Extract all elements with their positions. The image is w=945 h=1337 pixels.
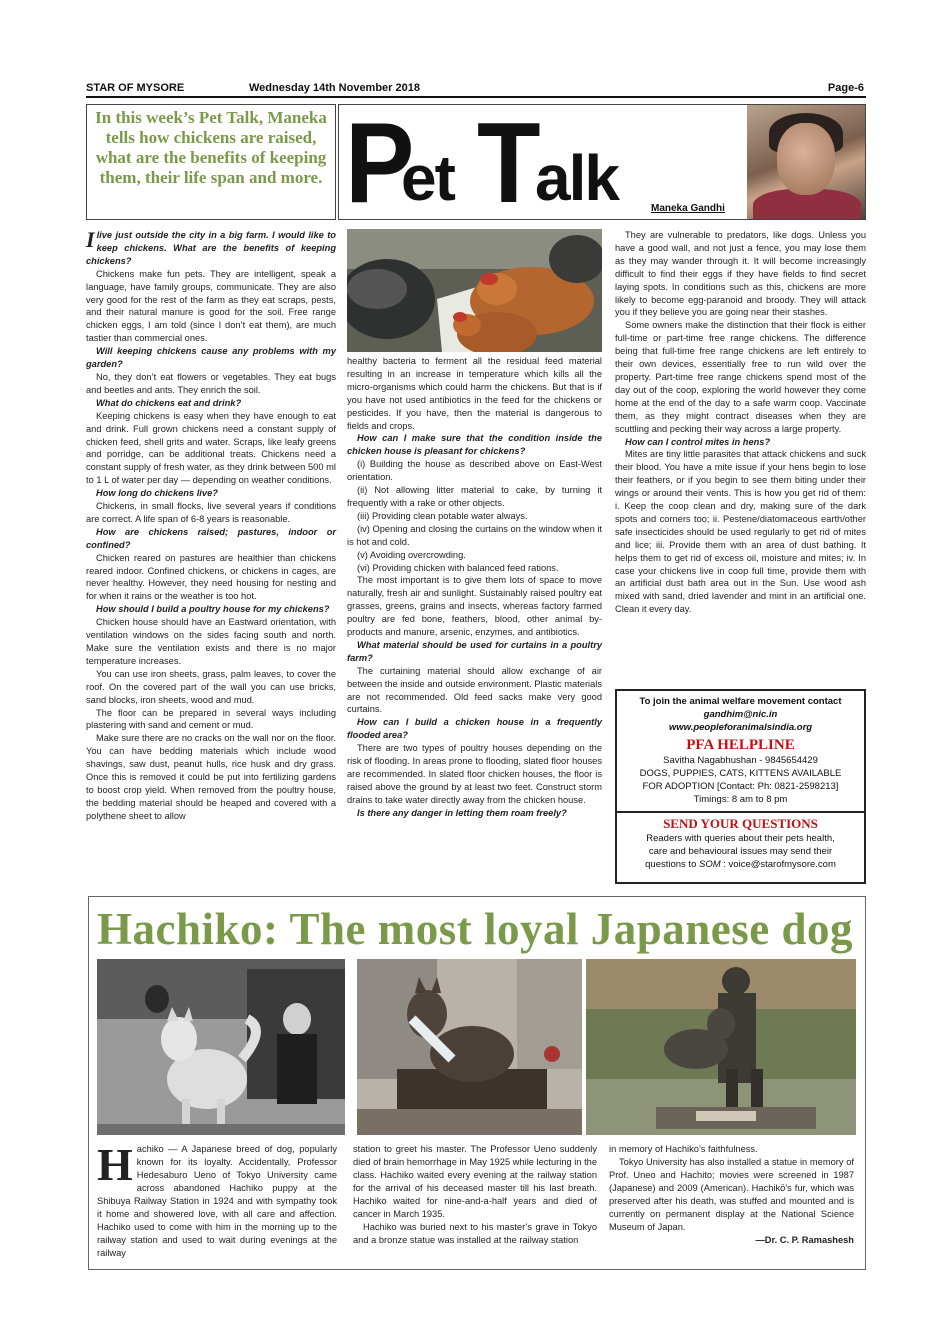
paragraph-text: How can I build a chicken house in a frequently flooded area?	[347, 717, 602, 741]
paragraph-text: live just outside the city in a big farm. I would like to keep chickens. What are the benefits of keeping chickens?	[86, 230, 336, 266]
answer-paragraph	[615, 448, 866, 616]
answer-paragraph	[347, 549, 602, 562]
send-questions-section	[617, 811, 864, 871]
paragraph-text: Chicken reared on pastures are healthier than chickens reared indoor. Confined chickens, or chickens in cages, are never healthy. However, they need housing for nesting and for when it rains or the weather is too hot.	[86, 552, 336, 602]
paragraph-text: Mites are tiny little parasites that attack chickens and suck their blood. You have a mite issue if your hens begin to lose their feathers, or if you begin to see them biting under their wings or around their vents. This is how you get rid of them: i. Keep the coop clean and dry, making sure of the dark spots and corners too; ii. Pestene/diatomaceous earth/other safe insecticides should be used regularly to get rid of mites and lice; iii. Provide them with an area of dust bathing. It helps them to get rid of excess oil, moisture and mites; iv. In case your chickens live in coop full time, provide them with an artificial dust bath area out in the Sun. Use wood ash mixed with sand, dried lavender and mint in an artificial one. Clean it every day.	[615, 449, 866, 615]
answer-paragraph	[86, 410, 336, 487]
paragraph-text: What do chickens eat and drink?	[96, 397, 242, 408]
professor-statue-illustration	[586, 959, 856, 1135]
paragraph-text: Is there any danger in letting them roam freely?	[357, 807, 567, 818]
hachiko-text-2a: station to greet his master. The Professor Ueno suddenly died of brain hemorrhage in May 1925 while lecturing in the class. Hachiko waited every evening at the railway station for the arrival of his deceased master till his last breath. Hachiko waited for nine-and-a-half years and died of cancer in March 1935.	[353, 1144, 597, 1219]
answer-paragraph	[615, 319, 866, 435]
article-column-1	[86, 229, 336, 823]
answer-paragraph	[615, 229, 866, 319]
historic-photo-illustration	[97, 959, 345, 1135]
paragraph-text: (v) Avoiding overcrowding.	[357, 549, 466, 560]
hachiko-professor-statue-photo	[586, 959, 856, 1135]
paragraph-text: Keeping chickens is easy when they have enough to eat and drink. Full grown chickens need a constant supply of chicken feed, shell grits and water. Scraps, like leafy greens and porridge, can be additional treats. Chickens need a constant supply of fresh water, as they drink between 500 ml to 1 L of water per day — depending on weather conditions.	[86, 410, 336, 486]
paragraph-text: No, they don’t eat flowers or vegetables. They eat bugs and beetles and ants. They enrich the soil.	[86, 371, 336, 395]
masthead-p: P	[345, 104, 412, 220]
hachiko-text-2b: Hachiko was buried next to his master’s grave in Tokyo and a bronze statue was installed at the railway station	[353, 1222, 597, 1245]
paragraph-text: healthy bacteria to ferment all the residual feed material resulting in an increase in temperature which kills all the micro-organisms which could harm the chickens. But that is if you have not used antibiotics in the feed for the chickens or pesticides. If you have, then the material is dangerous to fields and crops.	[347, 356, 602, 431]
answer-paragraph	[86, 668, 336, 707]
statue-photo-illustration	[357, 959, 582, 1135]
paragraph-text: How can I control mites in hens?	[625, 436, 771, 447]
paragraph-text: How long do chickens live?	[96, 488, 218, 499]
chickens-photo	[347, 229, 602, 352]
pfa-helpline-title: PFA HELPLINE	[686, 737, 795, 753]
page-number: Page-6	[827, 82, 864, 94]
contact-website[interactable]: www.peopleforanimalsindia.org	[668, 722, 813, 733]
answer-paragraph	[86, 371, 336, 397]
question-paragraph	[86, 397, 336, 410]
answer-paragraph	[347, 742, 602, 807]
teaser-text: In this week’s Pet Talk, Maneka tells how chickens are raised, what are the benefits of keeping them, their life span and more.	[95, 108, 327, 187]
portrait-face	[777, 123, 835, 195]
question-paragraph	[347, 807, 602, 820]
paragraph-text: (i) Building the house as described above on East-West orientation.	[347, 459, 602, 483]
hachiko-statue-photo	[357, 959, 582, 1135]
paragraph-text: How can I make sure that the condition inside the chicken house is pleasant for chickens?	[347, 433, 602, 457]
paragraph-text: Make sure there are no cracks on the wall nor on the floor. You can have bedding materials which include wood shavings, saw dust, peanut hulls, rice husk and dry grass. Once this is removed it could be put into fertilizing gardens to boost crop yield. When removed from the poultry house, the bedding material should be heaped and covered with a polythene sheet to allow	[86, 733, 336, 821]
hachiko-text-1: achiko — A Japanese breed of dog, popularly known for its loyalty. Accidentally, Professor Hedesaburo Ueno of Tokyo University came across abandoned Hachiko puppy at the Shibuya Railway Station in 1924 and with sympathy took it home and showered love, with all care and affection. Hachiko used to come with him in the morning up to the railway station and used to wait during evenings at the railway	[97, 1144, 337, 1258]
send-questions-title: SEND YOUR QUESTIONS	[663, 816, 818, 831]
issue-date: Wednesday 14th November 2018	[249, 82, 420, 94]
question-paragraph	[347, 432, 602, 458]
masthead-t: T	[477, 104, 538, 220]
answer-paragraph	[86, 707, 336, 733]
article-dropcap: I	[86, 227, 95, 252]
paragraph-text: Some owners make the distinction that their flock is either full-time or part-time free range chickens. The difference being that full-time free range chickens are left entirely to their own devices, essentially free to run wild over the property. Part-time free range chickens spend most of the day out of the coop, exploring the world however they come home at the end of the day to a safe warm coop. Vaccinate them, as they might contract diseases when they are scuttling and pecking their way across a large property.	[615, 320, 866, 434]
paragraph-text: The floor can be prepared in several ways including plastering with sand and cement or mud.	[86, 707, 336, 731]
answer-paragraph	[347, 355, 602, 432]
paragraph-text: You can use iron sheets, grass, palm leaves, to cover the roof. On the covered part of the wall you can use bricks, sand blocks, iron sheets, wood and mud.	[86, 668, 336, 705]
adoption-line-1: DOGS, PUPPIES, CATS, KITTENS AVAILABLE	[639, 768, 842, 779]
send-line-2: care and behavioural issues may send their	[648, 846, 833, 857]
answer-paragraph	[347, 665, 602, 717]
pfa-contact-box	[615, 689, 866, 884]
answer-paragraph	[86, 616, 336, 668]
hachiko-title: Hachiko: The most loyal Japanese dog	[97, 904, 853, 954]
answer-paragraph	[86, 552, 336, 604]
hachiko-dropcap: H	[97, 1139, 133, 1190]
teaser-box	[86, 104, 336, 220]
hachiko-column-3	[609, 1143, 854, 1247]
question-paragraph	[86, 345, 336, 371]
hachiko-text-3a: in memory of Hachiko’s faithfulness.	[609, 1144, 758, 1154]
paragraph-text: How are chickens raised; pastures, indoor or confined?	[86, 526, 336, 550]
paragraph-text: Chickens make fun pets. They are intelligent, speak a language, have family groups, communicate. They are also very good for the rest of the farm as they eat scraps, pests, and their natural manure is good for the soil. Free range chicken eggs, I am told (since I don’t eat them), are much tastier than commercial ones.	[86, 268, 336, 344]
page-header	[86, 82, 866, 98]
question-paragraph	[615, 436, 866, 449]
send-line-3: questions to SOM : voice@starofmysore.com	[645, 859, 836, 870]
question-paragraph	[86, 487, 336, 500]
contact-email[interactable]: gandhim@nic.in	[703, 709, 778, 720]
paragraph-text: Chickens, in small flocks, live several years if conditions are correct. A life span of 6-8 years is reasonable.	[86, 501, 336, 524]
question-paragraph	[86, 526, 336, 552]
chickens-illustration	[347, 229, 602, 352]
masthead-et: et	[401, 142, 454, 214]
answer-paragraph	[347, 458, 602, 484]
answer-paragraph	[347, 523, 602, 549]
paragraph-text: Will keeping chickens cause any problems with my garden?	[86, 346, 336, 370]
paragraph-text: How should I build a poultry house for my chickens?	[96, 604, 330, 615]
paragraph-text: (ii) Not allowing litter material to cake, by turning it frequently with a rake or other objects.	[347, 485, 602, 508]
masthead-alk: alk	[535, 142, 618, 214]
hachiko-column-2	[353, 1143, 597, 1247]
hachiko-section	[88, 896, 866, 1270]
question-paragraph	[86, 603, 336, 616]
paragraph-text: The most important is to give them lots of space to move naturally, fresh air and sunlight. Sustainably raised poultry eat grasses, greens, grains and insects, whereas factory farmed poultry are fed bone, feathers, blood, other animal by-products and manure, arsenic, enzymes, and antibiotics.	[347, 575, 602, 638]
paragraph-text: There are two types of poultry houses depending on the risk of flooding. In areas prone to flooding, slated floor houses are recommended. In slated floor chicken houses, the floor is raised above the ground by at least two feet. Construct storm drains to take water directly away from the chicken house.	[347, 743, 602, 805]
pet-talk-masthead	[338, 104, 866, 220]
answer-paragraph	[347, 510, 602, 523]
answer-paragraph	[86, 268, 336, 345]
question-paragraph	[347, 639, 602, 665]
hachiko-signature: —Dr. C. P. Ramashesh	[755, 1235, 854, 1245]
answer-paragraph	[347, 484, 602, 510]
question-paragraph	[347, 716, 602, 742]
send-line-1: Readers with queries about their pets health,	[646, 833, 835, 844]
article-column-2	[347, 355, 602, 820]
answer-paragraph	[347, 562, 602, 575]
paragraph-text: (vi) Providing chicken with balanced feed rations.	[357, 562, 559, 573]
paragraph-text: They are vulnerable to predators, like dogs. Unless you have a good wall, and not just a fence, you may lose them as they may wander through it. It will become increasingly difficult to find their eggs if they have fields to find secret laying spots. In conditions such as this, chickens are more likely to become egg-paranoid and broody. They will attack you if they believe you are going near their stashes.	[615, 230, 866, 318]
paragraph-text: Chicken house should have an Eastward orientation, with ventilation windows on the sides facing south and north. Make sure the ventilation exists and there is no major temperature increases.	[86, 617, 336, 666]
paragraph-text: (iii) Providing clean potable water always.	[357, 510, 528, 521]
hachiko-column-1	[97, 1139, 337, 1260]
paragraph-text: The curtaining material should allow exchange of air between the inside and outside environment. Plastic materials are not recommended. Old feed sacks make very good curtains.	[347, 665, 602, 715]
answer-paragraph	[347, 574, 602, 639]
question-paragraph	[86, 229, 336, 268]
author-byline: Maneka Gandhi	[651, 203, 725, 214]
adoption-line-2: FOR ADOPTION [Contact: Ph: 0821-2598213]	[642, 781, 839, 792]
answer-paragraph	[86, 500, 336, 526]
hachiko-historic-photo	[97, 959, 345, 1135]
helpline-contact: Savitha Nagabhushan - 9845654429	[663, 755, 818, 766]
join-text: To join the animal welfare movement contact	[639, 696, 842, 707]
newspaper-name: STAR OF MYSORE	[86, 82, 185, 94]
article-column-3	[615, 229, 866, 616]
answer-paragraph	[86, 732, 336, 822]
helpline-timings: Timings: 8 am to 8 pm	[693, 794, 788, 805]
hachiko-text-3b: Tokyo University has also installed a statue in memory of Prof. Uneo and Hachito; movies were screened in 1987 (Japanese) and 2009 (American). Hachikō’s fur, which was preserved after his death, was stuffed and mounted and is currently on permanent display at the National Science Museum of Japan.	[609, 1157, 854, 1232]
paragraph-text: What material should be used for curtains in a poultry farm?	[347, 639, 602, 663]
author-portrait-photo	[747, 105, 866, 220]
paragraph-text: (iv) Opening and closing the curtains on the window when it is hot and cold.	[347, 523, 602, 547]
